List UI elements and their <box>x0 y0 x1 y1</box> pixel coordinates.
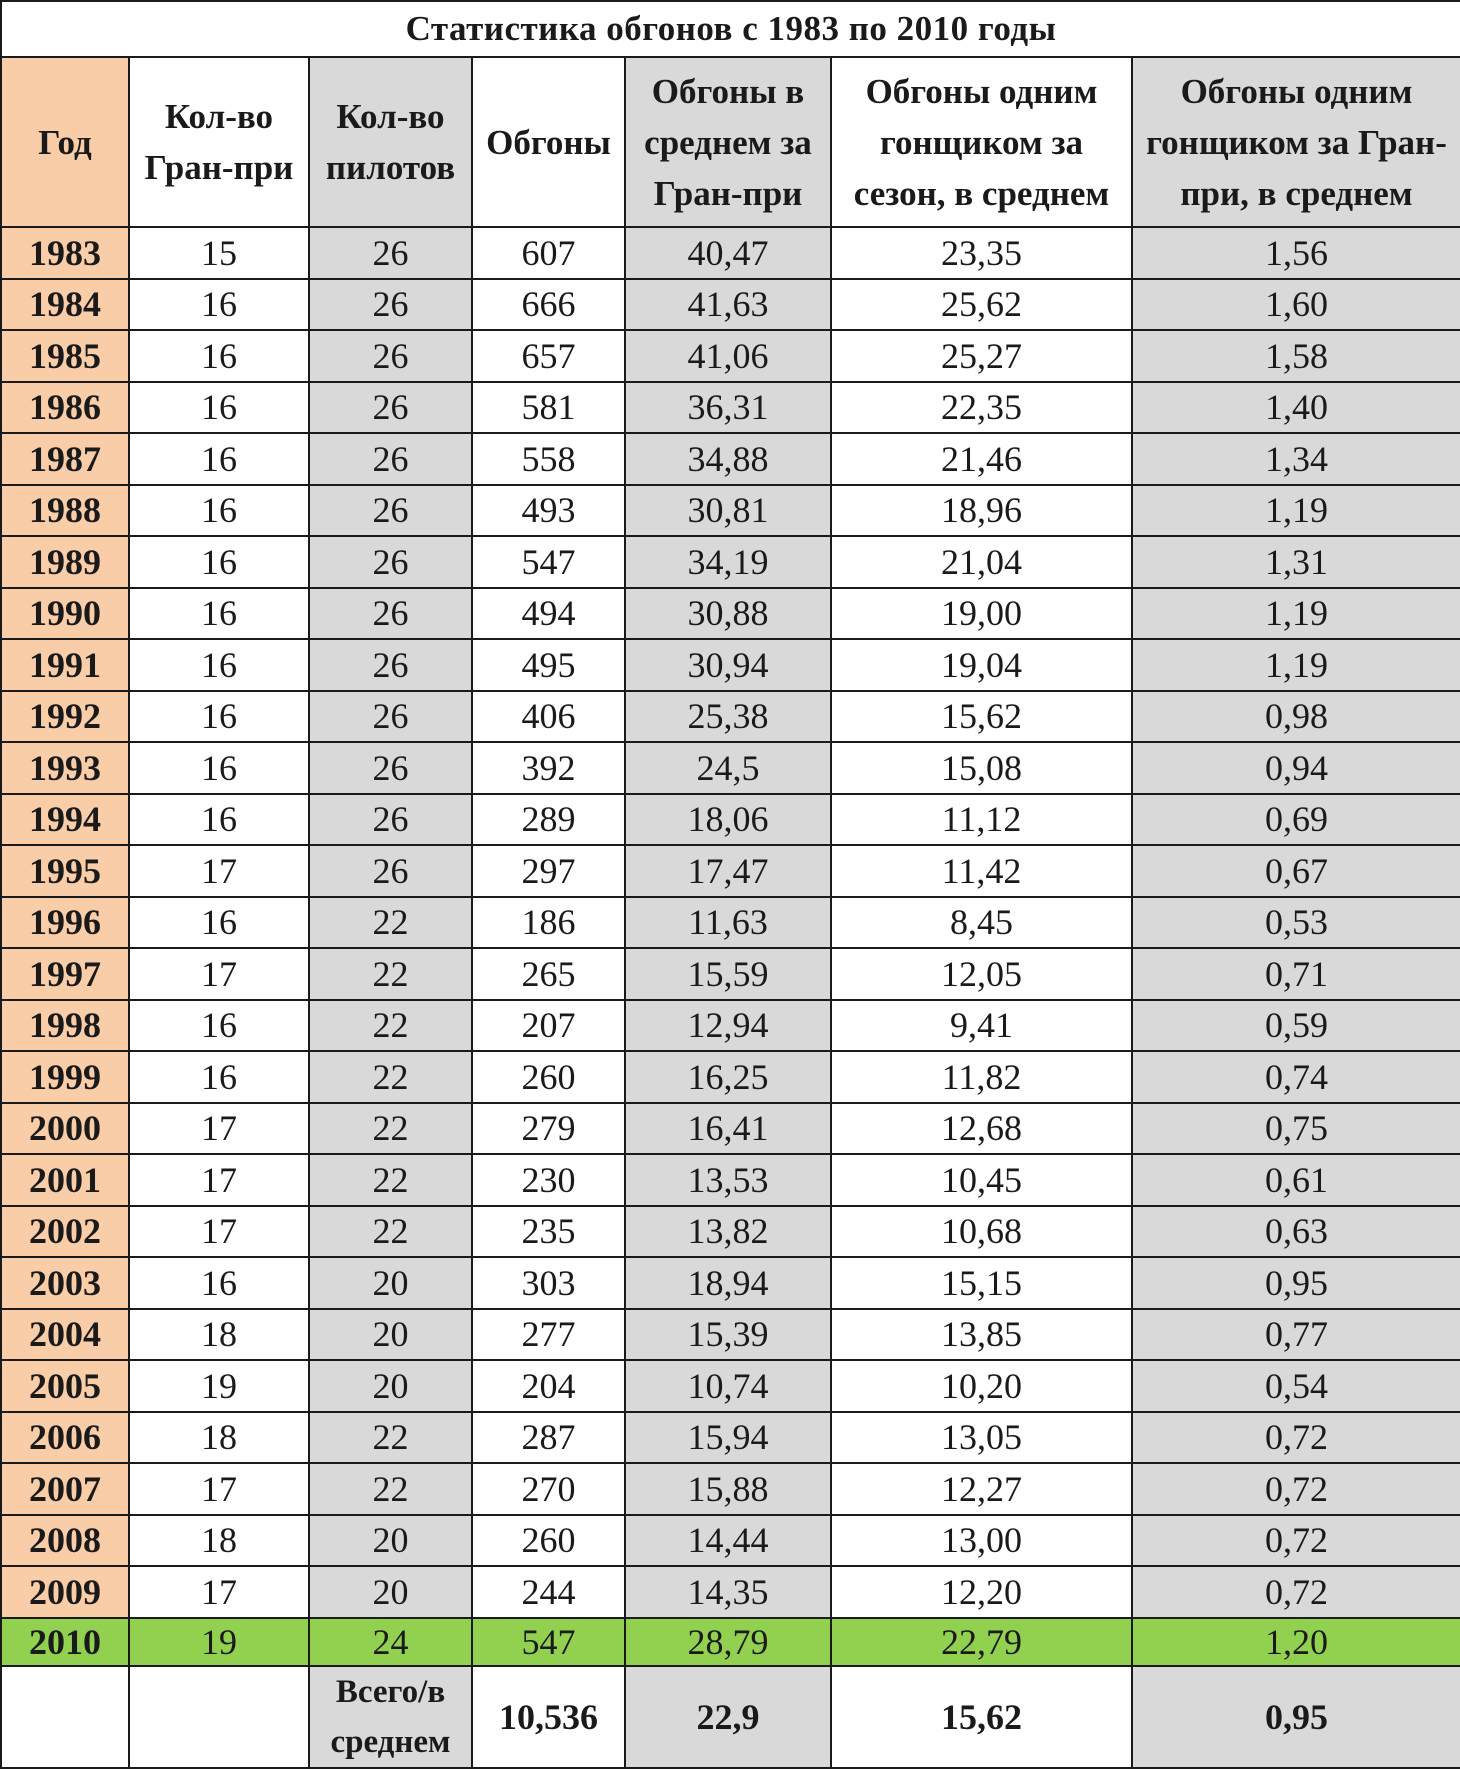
cell-per-driver-season: 25,62 <box>831 279 1132 331</box>
cell-year: 1995 <box>1 845 129 897</box>
cell-gp-count: 17 <box>129 1154 309 1206</box>
cell-per-driver-gp: 1,19 <box>1132 485 1460 537</box>
cell-avg-per-gp: 15,88 <box>625 1463 831 1515</box>
cell-pilots: 22 <box>309 1412 472 1464</box>
cell-year: 1994 <box>1 794 129 846</box>
cell-pilots: 20 <box>309 1309 472 1361</box>
cell-per-driver-gp: 0,74 <box>1132 1051 1460 1103</box>
cell-pilots: 22 <box>309 1206 472 1258</box>
cell-avg-per-gp: 16,25 <box>625 1051 831 1103</box>
cell-pilots: 22 <box>309 897 472 949</box>
table-row <box>1 1051 1460 1103</box>
cell-overtakes: 657 <box>472 330 625 382</box>
cell-overtakes: 260 <box>472 1515 625 1567</box>
cell-per-driver-season: 12,27 <box>831 1463 1132 1515</box>
cell-year: 1984 <box>1 279 129 331</box>
cell-per-driver-gp: 0,54 <box>1132 1360 1460 1412</box>
cell-avg-per-gp: 30,94 <box>625 639 831 691</box>
cell-gp-count: 15 <box>129 227 309 279</box>
cell-gp-count: 16 <box>129 279 309 331</box>
cell-avg-per-gp: 30,81 <box>625 485 831 537</box>
table-body <box>1 227 1460 1618</box>
cell-pilots: 20 <box>309 1257 472 1309</box>
cell-gp-count: 16 <box>129 1257 309 1309</box>
cell-per-driver-gp: 0,61 <box>1132 1154 1460 1206</box>
cell-per-driver-gp: 0,72 <box>1132 1515 1460 1567</box>
cell-per-driver-season: 15,62 <box>831 691 1132 743</box>
cell-year: 1998 <box>1 1000 129 1052</box>
cell-year: 2010 <box>1 1618 129 1666</box>
cell-year: 2001 <box>1 1154 129 1206</box>
cell-avg-per-gp: 34,19 <box>625 536 831 588</box>
cell-gp-count: 17 <box>129 1206 309 1258</box>
table-row <box>1 1412 1460 1464</box>
table-row <box>1 536 1460 588</box>
cell-per-driver-season: 22,35 <box>831 382 1132 434</box>
cell-per-driver-season: 13,85 <box>831 1309 1132 1361</box>
cell-overtakes: 289 <box>472 794 625 846</box>
table-row <box>1 382 1460 434</box>
cell-per-driver-season: 13,00 <box>831 1515 1132 1567</box>
cell-per-driver-gp: 0,72 <box>1132 1463 1460 1515</box>
cell-per-driver-season: 15,08 <box>831 742 1132 794</box>
cell-avg-per-gp: 16,41 <box>625 1103 831 1155</box>
cell-per-driver-season: 22,79 <box>831 1618 1132 1666</box>
cell-avg-per-gp: 24,5 <box>625 742 831 794</box>
totals-empty-year <box>1 1666 129 1768</box>
cell-per-driver-gp: 1,31 <box>1132 536 1460 588</box>
cell-avg-per-gp: 28,79 <box>625 1618 831 1666</box>
cell-overtakes: 607 <box>472 227 625 279</box>
cell-pilots: 26 <box>309 433 472 485</box>
cell-per-driver-season: 25,27 <box>831 330 1132 382</box>
cell-gp-count: 16 <box>129 639 309 691</box>
cell-avg-per-gp: 36,31 <box>625 382 831 434</box>
cell-avg-per-gp: 25,38 <box>625 691 831 743</box>
cell-overtakes: 270 <box>472 1463 625 1515</box>
totals-per-driver-gp: 0,95 <box>1132 1666 1460 1768</box>
cell-pilots: 26 <box>309 742 472 794</box>
cell-year: 2007 <box>1 1463 129 1515</box>
cell-overtakes: 277 <box>472 1309 625 1361</box>
cell-per-driver-gp: 0,67 <box>1132 845 1460 897</box>
totals-overtakes: 10,536 <box>472 1666 625 1768</box>
cell-gp-count: 17 <box>129 845 309 897</box>
table-row <box>1 1566 1460 1618</box>
cell-per-driver-season: 11,12 <box>831 794 1132 846</box>
cell-gp-count: 19 <box>129 1360 309 1412</box>
cell-per-driver-gp: 0,75 <box>1132 1103 1460 1155</box>
table-row <box>1 1360 1460 1412</box>
cell-pilots: 26 <box>309 485 472 537</box>
totals-empty-gp <box>129 1666 309 1768</box>
cell-overtakes: 494 <box>472 588 625 640</box>
cell-per-driver-season: 18,96 <box>831 485 1132 537</box>
cell-avg-per-gp: 40,47 <box>625 227 831 279</box>
cell-pilots: 22 <box>309 1051 472 1103</box>
cell-pilots: 22 <box>309 948 472 1000</box>
cell-pilots: 20 <box>309 1360 472 1412</box>
cell-pilots: 26 <box>309 536 472 588</box>
cell-gp-count: 16 <box>129 433 309 485</box>
table-row <box>1 639 1460 691</box>
cell-overtakes: 581 <box>472 382 625 434</box>
cell-gp-count: 16 <box>129 382 309 434</box>
cell-year: 1997 <box>1 948 129 1000</box>
cell-per-driver-season: 11,42 <box>831 845 1132 897</box>
cell-per-driver-gp: 0,69 <box>1132 794 1460 846</box>
cell-gp-count: 17 <box>129 1463 309 1515</box>
cell-avg-per-gp: 15,59 <box>625 948 831 1000</box>
cell-overtakes: 666 <box>472 279 625 331</box>
cell-year: 2002 <box>1 1206 129 1258</box>
cell-per-driver-gp: 1,56 <box>1132 227 1460 279</box>
cell-avg-per-gp: 13,53 <box>625 1154 831 1206</box>
cell-year: 2005 <box>1 1360 129 1412</box>
table-row <box>1 691 1460 743</box>
cell-overtakes: 287 <box>472 1412 625 1464</box>
totals-label: Всего/в среднем <box>309 1666 472 1768</box>
cell-per-driver-season: 19,04 <box>831 639 1132 691</box>
cell-overtakes: 186 <box>472 897 625 949</box>
cell-per-driver-season: 9,41 <box>831 1000 1132 1052</box>
cell-year: 1985 <box>1 330 129 382</box>
table-row <box>1 1154 1460 1206</box>
header-avg-per-gp: Обгоны в среднем за Гран-при <box>625 57 831 227</box>
table-row <box>1 1206 1460 1258</box>
cell-avg-per-gp: 18,94 <box>625 1257 831 1309</box>
table-row <box>1 485 1460 537</box>
cell-per-driver-gp: 0,77 <box>1132 1309 1460 1361</box>
table-row <box>1 227 1460 279</box>
cell-gp-count: 18 <box>129 1309 309 1361</box>
table-row <box>1 897 1460 949</box>
table-row <box>1 1000 1460 1052</box>
header-row <box>1 57 1460 227</box>
cell-overtakes: 235 <box>472 1206 625 1258</box>
cell-per-driver-season: 10,20 <box>831 1360 1132 1412</box>
cell-year: 2004 <box>1 1309 129 1361</box>
header-year: Год <box>1 57 129 227</box>
cell-gp-count: 17 <box>129 1103 309 1155</box>
cell-gp-count: 16 <box>129 330 309 382</box>
cell-per-driver-gp: 1,34 <box>1132 433 1460 485</box>
cell-pilots: 26 <box>309 794 472 846</box>
cell-year: 1992 <box>1 691 129 743</box>
cell-gp-count: 16 <box>129 588 309 640</box>
highlight-row-2010 <box>1 1618 1460 1666</box>
header-gp-count: Кол-во Гран-при <box>129 57 309 227</box>
table-row <box>1 742 1460 794</box>
cell-gp-count: 17 <box>129 1566 309 1618</box>
cell-overtakes: 207 <box>472 1000 625 1052</box>
cell-overtakes: 297 <box>472 845 625 897</box>
cell-overtakes: 547 <box>472 536 625 588</box>
cell-pilots: 26 <box>309 588 472 640</box>
cell-avg-per-gp: 12,94 <box>625 1000 831 1052</box>
cell-avg-per-gp: 11,63 <box>625 897 831 949</box>
totals-per-driver-season: 15,62 <box>831 1666 1132 1768</box>
cell-per-driver-gp: 1,19 <box>1132 588 1460 640</box>
cell-avg-per-gp: 30,88 <box>625 588 831 640</box>
cell-per-driver-gp: 0,63 <box>1132 1206 1460 1258</box>
cell-pilots: 26 <box>309 330 472 382</box>
cell-per-driver-gp: 1,58 <box>1132 330 1460 382</box>
table-row <box>1 1463 1460 1515</box>
cell-per-driver-gp: 0,71 <box>1132 948 1460 1000</box>
table-row <box>1 1515 1460 1567</box>
table-row <box>1 794 1460 846</box>
cell-avg-per-gp: 10,74 <box>625 1360 831 1412</box>
table-row <box>1 948 1460 1000</box>
cell-year: 2003 <box>1 1257 129 1309</box>
cell-avg-per-gp: 34,88 <box>625 433 831 485</box>
cell-per-driver-gp: 0,95 <box>1132 1257 1460 1309</box>
cell-per-driver-season: 12,20 <box>831 1566 1132 1618</box>
cell-gp-count: 16 <box>129 897 309 949</box>
cell-gp-count: 16 <box>129 691 309 743</box>
header-per-driver-season: Обгоны одним гонщиком за сезон, в среднем <box>831 57 1132 227</box>
cell-per-driver-season: 21,46 <box>831 433 1132 485</box>
cell-year: 1987 <box>1 433 129 485</box>
table-row <box>1 845 1460 897</box>
cell-overtakes: 260 <box>472 1051 625 1103</box>
cell-overtakes: 303 <box>472 1257 625 1309</box>
cell-per-driver-gp: 0,94 <box>1132 742 1460 794</box>
cell-overtakes: 495 <box>472 639 625 691</box>
cell-per-driver-season: 13,05 <box>831 1412 1132 1464</box>
cell-gp-count: 16 <box>129 1000 309 1052</box>
cell-gp-count: 18 <box>129 1412 309 1464</box>
cell-year: 2000 <box>1 1103 129 1155</box>
cell-per-driver-season: 19,00 <box>831 588 1132 640</box>
cell-avg-per-gp: 13,82 <box>625 1206 831 1258</box>
cell-pilots: 26 <box>309 382 472 434</box>
cell-year: 1999 <box>1 1051 129 1103</box>
cell-avg-per-gp: 15,39 <box>625 1309 831 1361</box>
cell-year: 2008 <box>1 1515 129 1567</box>
header-per-driver-gp: Обгоны одним гонщиком за Гран- при, в среднем <box>1132 57 1460 227</box>
cell-gp-count: 16 <box>129 742 309 794</box>
cell-per-driver-season: 15,15 <box>831 1257 1132 1309</box>
cell-pilots: 26 <box>309 227 472 279</box>
cell-pilots: 26 <box>309 279 472 331</box>
cell-per-driver-gp: 1,60 <box>1132 279 1460 331</box>
cell-per-driver-gp: 1,19 <box>1132 639 1460 691</box>
cell-gp-count: 17 <box>129 948 309 1000</box>
cell-gp-count: 16 <box>129 536 309 588</box>
totals-row <box>1 1666 1460 1768</box>
cell-pilots: 20 <box>309 1566 472 1618</box>
cell-year: 1983 <box>1 227 129 279</box>
table-row <box>1 1309 1460 1361</box>
cell-per-driver-season: 10,45 <box>831 1154 1132 1206</box>
cell-overtakes: 265 <box>472 948 625 1000</box>
cell-pilots: 26 <box>309 639 472 691</box>
cell-gp-count: 16 <box>129 1051 309 1103</box>
cell-per-driver-gp: 1,40 <box>1132 382 1460 434</box>
header-overtakes: Обгоны <box>472 57 625 227</box>
cell-overtakes: 547 <box>472 1618 625 1666</box>
table-row <box>1 1103 1460 1155</box>
cell-avg-per-gp: 41,06 <box>625 330 831 382</box>
table-row <box>1 330 1460 382</box>
cell-pilots: 22 <box>309 1154 472 1206</box>
cell-overtakes: 230 <box>472 1154 625 1206</box>
cell-overtakes: 392 <box>472 742 625 794</box>
cell-per-driver-gp: 0,72 <box>1132 1566 1460 1618</box>
cell-per-driver-gp: 1,20 <box>1132 1618 1460 1666</box>
cell-pilots: 22 <box>309 1103 472 1155</box>
cell-per-driver-gp: 0,53 <box>1132 897 1460 949</box>
cell-overtakes: 493 <box>472 485 625 537</box>
cell-avg-per-gp: 14,35 <box>625 1566 831 1618</box>
cell-per-driver-season: 11,82 <box>831 1051 1132 1103</box>
cell-avg-per-gp: 18,06 <box>625 794 831 846</box>
cell-pilots: 22 <box>309 1463 472 1515</box>
cell-per-driver-gp: 0,72 <box>1132 1412 1460 1464</box>
cell-overtakes: 244 <box>472 1566 625 1618</box>
cell-year: 1986 <box>1 382 129 434</box>
cell-pilots: 20 <box>309 1515 472 1567</box>
cell-per-driver-season: 8,45 <box>831 897 1132 949</box>
cell-gp-count: 16 <box>129 485 309 537</box>
cell-gp-count: 18 <box>129 1515 309 1567</box>
cell-per-driver-gp: 0,59 <box>1132 1000 1460 1052</box>
cell-pilots: 26 <box>309 691 472 743</box>
cell-year: 2006 <box>1 1412 129 1464</box>
cell-per-driver-season: 21,04 <box>831 536 1132 588</box>
cell-avg-per-gp: 17,47 <box>625 845 831 897</box>
cell-overtakes: 204 <box>472 1360 625 1412</box>
totals-avg-per-gp: 22,9 <box>625 1666 831 1768</box>
cell-avg-per-gp: 15,94 <box>625 1412 831 1464</box>
cell-pilots: 24 <box>309 1618 472 1666</box>
cell-per-driver-gp: 0,98 <box>1132 691 1460 743</box>
cell-per-driver-season: 10,68 <box>831 1206 1132 1258</box>
table-row <box>1 433 1460 485</box>
cell-gp-count: 19 <box>129 1618 309 1666</box>
cell-year: 1989 <box>1 536 129 588</box>
table-row <box>1 588 1460 640</box>
cell-year: 2009 <box>1 1566 129 1618</box>
header-pilots: Кол-во пилотов <box>309 57 472 227</box>
cell-overtakes: 279 <box>472 1103 625 1155</box>
cell-overtakes: 406 <box>472 691 625 743</box>
cell-overtakes: 558 <box>472 433 625 485</box>
table-title: Статистика обгонов с 1983 по 2010 годы <box>1 1 1460 57</box>
cell-year: 1990 <box>1 588 129 640</box>
cell-per-driver-season: 12,68 <box>831 1103 1132 1155</box>
cell-avg-per-gp: 14,44 <box>625 1515 831 1567</box>
cell-per-driver-season: 23,35 <box>831 227 1132 279</box>
cell-year: 1991 <box>1 639 129 691</box>
cell-avg-per-gp: 41,63 <box>625 279 831 331</box>
cell-pilots: 26 <box>309 845 472 897</box>
cell-gp-count: 16 <box>129 794 309 846</box>
cell-year: 1988 <box>1 485 129 537</box>
cell-pilots: 22 <box>309 1000 472 1052</box>
table-row <box>1 1257 1460 1309</box>
table-row <box>1 279 1460 331</box>
cell-year: 1996 <box>1 897 129 949</box>
cell-per-driver-season: 12,05 <box>831 948 1132 1000</box>
cell-year: 1993 <box>1 742 129 794</box>
